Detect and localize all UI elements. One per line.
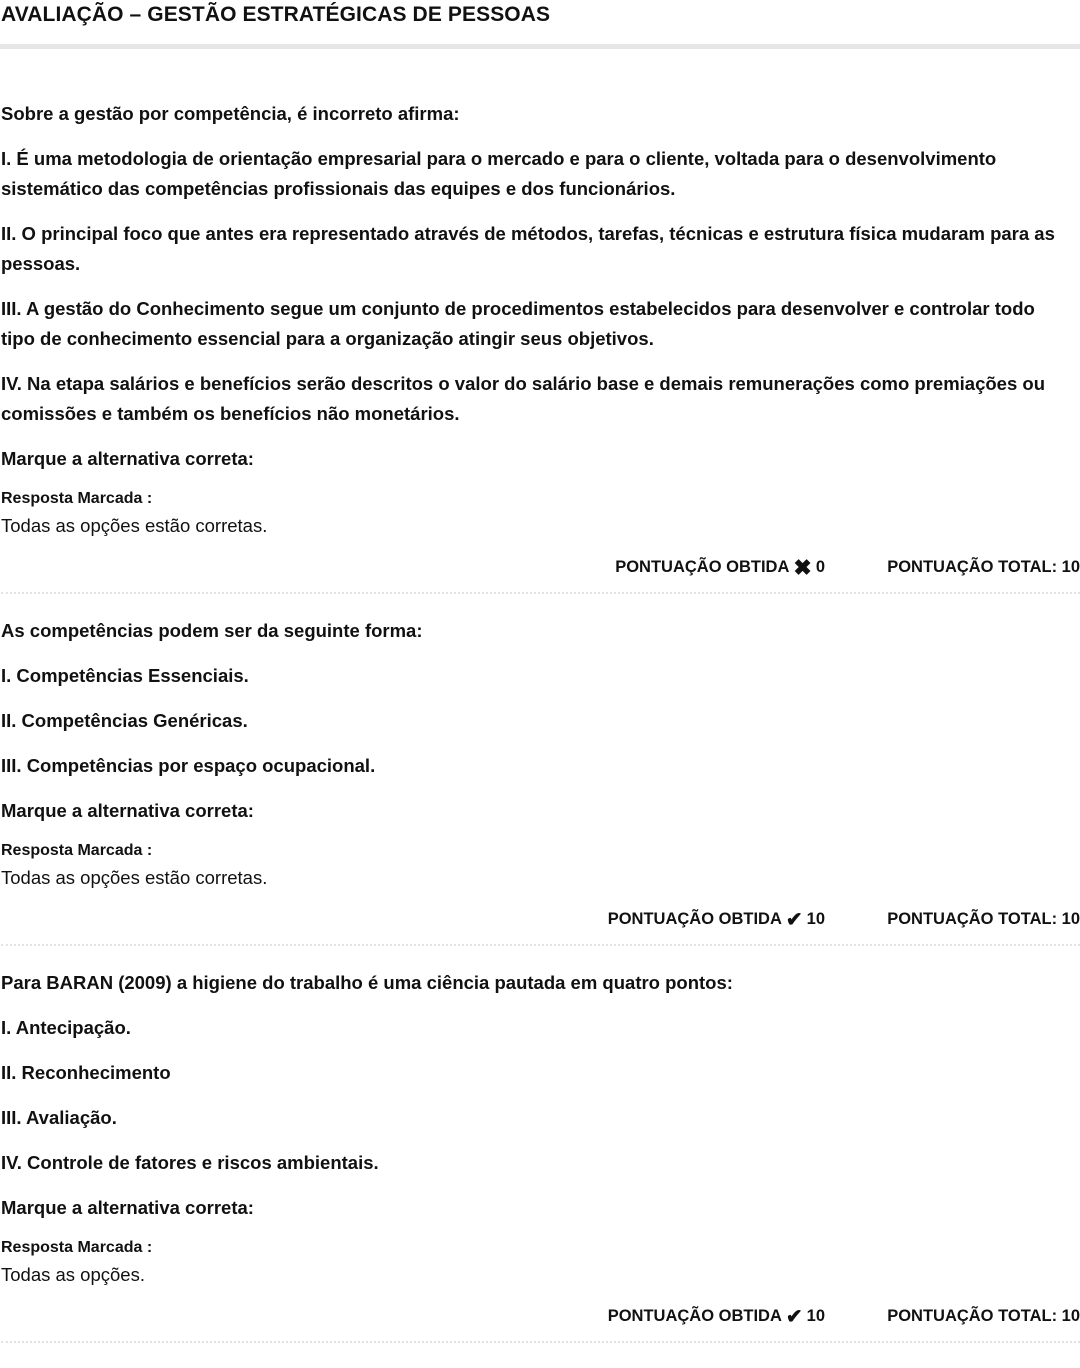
- question-statement: Sobre a gestão por competência, é incorreto afirma:: [1, 103, 460, 124]
- score-obtained: [608, 1307, 825, 1326]
- question-item-iii: III. Competências por espaço ocupacional.: [1, 755, 376, 776]
- page-title: AVALIAÇÃO – GESTÃO ESTRATÉGICAS DE PESSOAS: [1, 3, 551, 26]
- answer-value: Todas as opções.: [1, 1264, 145, 1285]
- question-item-iv: IV. Na etapa salários e benefícios serão descritos o valor do salário base e demais remunerações como premiações ou comissões e também os benefícios não monetários.: [1, 373, 1045, 424]
- question-item-i: I. Competências Essenciais.: [1, 665, 249, 686]
- score-row: [1, 554, 1080, 594]
- question-instruction: Marque a alternativa correta:: [1, 1197, 254, 1218]
- question-item-i: I. É uma metodologia de orientação empresarial para o mercado e para o cliente, voltada para o desenvolvimento sistemático das competências profissionais das equipes e dos funcionários.: [1, 148, 997, 199]
- question-item-ii: II. Competências Genéricas.: [1, 710, 248, 731]
- score-total: PONTUAÇÃO TOTAL: 10: [887, 1307, 1080, 1325]
- question-item-i: I. Antecipação.: [1, 1017, 131, 1038]
- page-header: [0, 0, 1080, 49]
- score-obtained-label: PONTUAÇÃO OBTIDA: [615, 558, 790, 576]
- question-item-iv: IV. Controle de fatores e riscos ambientais.: [1, 1152, 379, 1173]
- question-instruction: Marque a alternativa correta:: [1, 448, 254, 469]
- answer-value: Todas as opções estão corretas.: [1, 515, 268, 536]
- answer-value: Todas as opções estão corretas.: [1, 867, 268, 888]
- score-obtained-label: PONTUAÇÃO OBTIDA: [607, 1307, 782, 1325]
- question-2: [0, 594, 1080, 946]
- score-obtained-value: 10: [806, 1307, 825, 1325]
- score-total: PONTUAÇÃO TOTAL: 10: [887, 558, 1080, 576]
- question-instruction: Marque a alternativa correta:: [1, 800, 254, 821]
- score-row: [1, 906, 1080, 946]
- question-item-ii: II. Reconhecimento: [1, 1062, 171, 1083]
- question-item-iii: III. A gestão do Conhecimento segue um conjunto de procedimentos estabelecidos para desenvolver e controlar todo tipo de conhecimento essencial para a organização atingir seus objetivos.: [1, 298, 1035, 349]
- check-icon: ✔: [785, 908, 803, 931]
- check-icon: ✔: [785, 1305, 803, 1328]
- question-item-ii: II. O principal foco que antes era representado através de métodos, tarefas, técnicas e estrutura física mudaram para as pessoas.: [1, 223, 1055, 274]
- score-obtained-label: PONTUAÇÃO OBTIDA: [607, 910, 782, 928]
- answer-label: Resposta Marcada :: [1, 1239, 153, 1256]
- question-statement: As competências podem ser da seguinte forma:: [1, 620, 423, 641]
- question-statement: Para BARAN (2009) a higiene do trabalho é uma ciência pautada em quatro pontos:: [1, 972, 733, 993]
- answer-label: Resposta Marcada :: [1, 842, 153, 859]
- score-row: [1, 1303, 1080, 1343]
- question-item-iii: III. Avaliação.: [1, 1107, 117, 1128]
- score-obtained-value: 0: [815, 558, 825, 576]
- score-total: PONTUAÇÃO TOTAL: 10: [887, 910, 1080, 928]
- score-obtained: [615, 554, 825, 580]
- score-obtained-value: 10: [806, 910, 825, 928]
- score-obtained: [608, 910, 825, 929]
- question-1: [0, 49, 1080, 594]
- answer-label: Resposta Marcada :: [1, 490, 153, 507]
- cross-icon: ✖: [793, 554, 812, 580]
- question-3: [0, 946, 1080, 1343]
